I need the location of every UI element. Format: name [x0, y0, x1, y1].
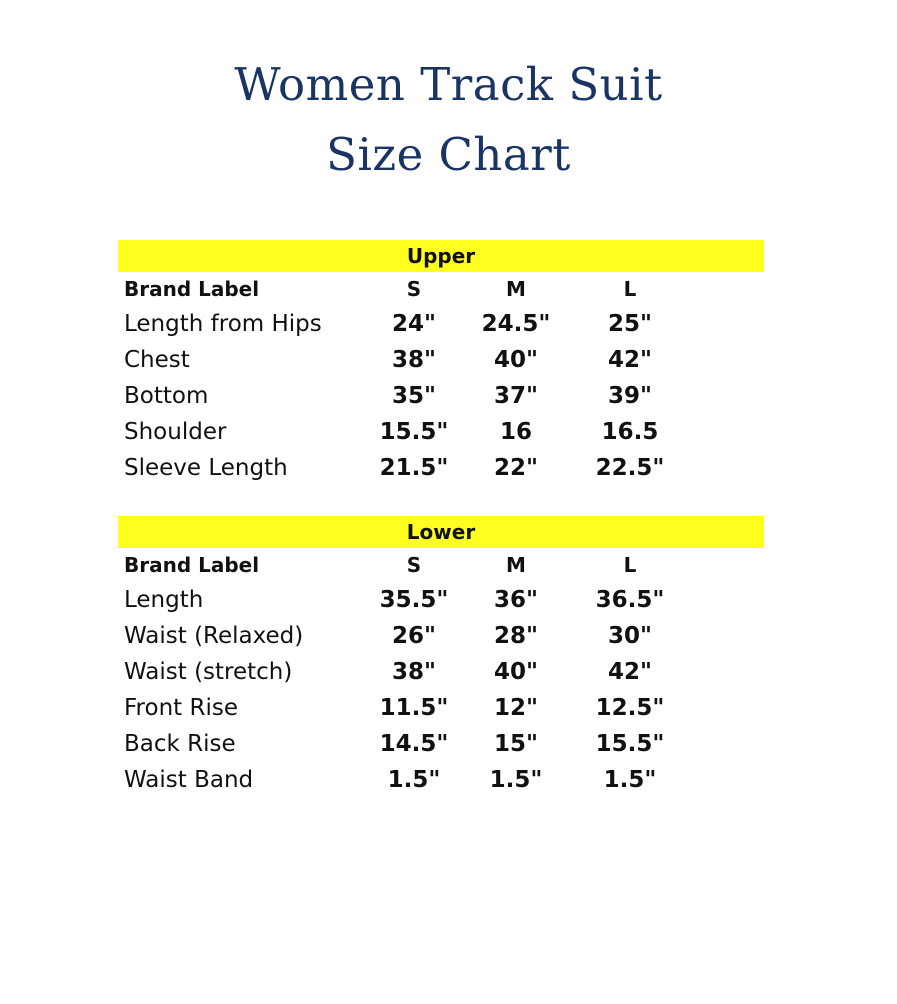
value-m: 22": [494, 455, 538, 481]
column-header-l: L: [623, 277, 637, 301]
upper-column-header-row: [118, 272, 764, 306]
upper-size-table: [118, 240, 764, 486]
table-row: [118, 450, 764, 486]
value-l: 16.5: [601, 419, 659, 445]
row-label: Waist Band: [124, 767, 254, 793]
value-l: 42": [608, 347, 652, 373]
table-row: [118, 582, 764, 618]
value-l: 22.5": [595, 455, 665, 481]
table-row: [118, 378, 764, 414]
value-m: 36": [494, 587, 538, 613]
table-row: [118, 342, 764, 378]
value-l: 12.5": [595, 695, 665, 721]
value-m: 37": [494, 383, 538, 409]
value-m: 15": [494, 731, 538, 757]
value-l: 25": [608, 311, 652, 337]
row-label: Length from Hips: [124, 311, 322, 337]
row-label: Bottom: [124, 383, 209, 409]
table-row: [118, 762, 764, 798]
lower-column-header-row: [118, 548, 764, 582]
column-header-m: M: [506, 553, 526, 577]
value-l: 39": [608, 383, 652, 409]
table-row: [118, 306, 764, 342]
column-header-m: M: [506, 277, 526, 301]
table-row: [118, 618, 764, 654]
value-l: 30": [608, 623, 652, 649]
value-m: 1.5": [489, 767, 543, 793]
value-m: 40": [494, 659, 538, 685]
column-header-s: S: [406, 553, 422, 577]
table-row: [118, 726, 764, 762]
value-s: 15.5": [379, 419, 449, 445]
upper-section-header: Upper: [118, 240, 764, 272]
value-m: 24.5": [481, 311, 551, 337]
row-label: Waist (stretch): [124, 659, 293, 685]
value-m: 28": [494, 623, 538, 649]
value-l: 36.5": [595, 587, 665, 613]
chart-title-line-2: Size Chart: [326, 128, 571, 181]
lower-size-table: [118, 516, 764, 798]
row-label: Chest: [124, 347, 190, 373]
value-m: 40": [494, 347, 538, 373]
value-s: 26": [392, 623, 436, 649]
column-header-brand-label: Brand Label: [124, 277, 260, 301]
row-label: Back Rise: [124, 731, 236, 757]
lower-section-header: Lower: [118, 516, 764, 548]
row-label: Sleeve Length: [124, 455, 288, 481]
value-s: 24": [392, 311, 436, 337]
column-header-brand-label: Brand Label: [124, 553, 260, 577]
row-label: Waist (Relaxed): [124, 623, 304, 649]
table-row: [118, 690, 764, 726]
value-s: 14.5": [379, 731, 449, 757]
column-header-l: L: [623, 553, 637, 577]
value-s: 11.5": [379, 695, 449, 721]
value-s: 38": [392, 347, 436, 373]
value-l: 42": [608, 659, 652, 685]
value-l: 1.5": [603, 767, 657, 793]
table-row: [118, 414, 764, 450]
value-s: 35.5": [379, 587, 449, 613]
column-header-s: S: [406, 277, 422, 301]
value-m: 16: [499, 419, 532, 445]
row-label: Shoulder: [124, 419, 227, 445]
value-s: 35": [392, 383, 436, 409]
row-label: Front Rise: [124, 695, 238, 721]
value-s: 1.5": [387, 767, 441, 793]
value-l: 15.5": [595, 731, 665, 757]
table-row: [118, 654, 764, 690]
value-s: 38": [392, 659, 436, 685]
chart-title-line-1: Women Track Suit: [234, 58, 663, 111]
value-s: 21.5": [379, 455, 449, 481]
value-m: 12": [494, 695, 538, 721]
row-label: Length: [124, 587, 204, 613]
